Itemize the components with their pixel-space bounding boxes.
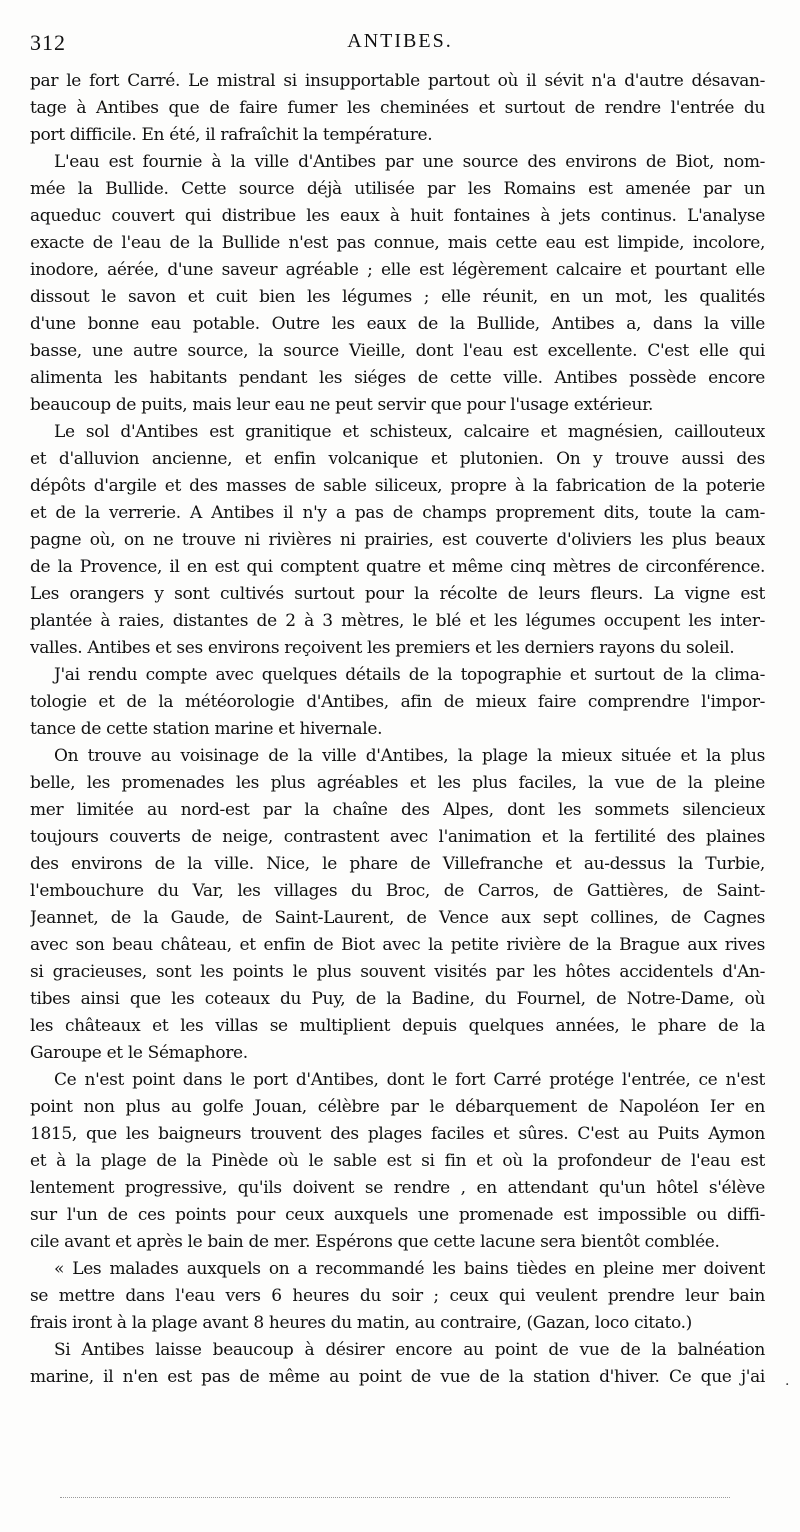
text-line: mer limitée au nord-est par la chaîne des Alpes, dont les sommets silencieux (30, 800, 765, 820)
text-line: exacte de l'eau de la Bullide n'est pas connue, mais cette eau est limpide, incolore, (30, 233, 765, 253)
text-line: d'une bonne eau potable. Outre les eaux de la Bullide, Antibes a, dans la ville (30, 314, 765, 334)
text-line: 1815, que les baigneurs trouvent des plages faciles et sûres. C'est au Puits Aymon (30, 1124, 765, 1144)
text-line: port difficile. En été, il rafraîchit la température. (30, 125, 433, 145)
text-line: et d'alluvion ancienne, et enfin volcanique et plutonien. On y trouve aussi des (30, 449, 765, 469)
text-line: aqueduc couvert qui distribue les eaux à huit fontaines à jets continus. L'analyse (30, 206, 765, 226)
paragraph (30, 68, 765, 149)
text-line: dissout le savon et cuit bien les légumes ; elle réunit, en un mot, les qualités (30, 287, 765, 307)
text-line: Ce n'est point dans le port d'Antibes, dont le fort Carré protége l'entrée, ce n'est (54, 1070, 765, 1090)
text-line: Si Antibes laisse beaucoup à désirer encore au point de vue de la balnéation (54, 1340, 765, 1360)
text-line: de la Provence, il en est qui comptent quatre et même cinq mètres de circonférence. (30, 557, 765, 577)
paragraph (30, 662, 765, 743)
text-line: On trouve au voisinage de la ville d'Antibes, la plage la mieux située et la plus (54, 746, 765, 766)
paragraph (30, 1337, 765, 1391)
text-line: valles. Antibes et ses environs reçoivent les premiers et les derniers rayons du soleil. (30, 638, 735, 658)
text-line: et de la verrerie. A Antibes il n'y a pas de champs proprement dits, toute la cam- (30, 503, 765, 523)
paragraph (30, 1256, 765, 1337)
text-line: inodore, aérée, d'une saveur agréable ; elle est légèrement calcaire et pourtant elle (30, 260, 765, 280)
text-line: alimenta les habitants pendant les siéges de cette ville. Antibes possède encore (30, 368, 765, 388)
text-line: tage à Antibes que de faire fumer les cheminées et surtout de rendre l'entrée du (30, 98, 765, 118)
footer-rule (60, 1497, 730, 1498)
text-line: mée la Bullide. Cette source déjà utilisée par les Romains est amenée par un (30, 179, 765, 199)
text-line: tologie et de la météorologie d'Antibes, afin de mieux faire comprendre l'impor- (30, 692, 765, 712)
text-line: l'embouchure du Var, les villages du Broc, de Carros, de Gattières, de Saint- (30, 881, 765, 901)
text-line: basse, une autre source, la source Vieille, dont l'eau est excellente. C'est elle qui (30, 341, 765, 361)
paragraph (30, 743, 765, 1067)
text-line: L'eau est fournie à la ville d'Antibes par une source des environs de Biot, nom- (54, 152, 765, 172)
text-line: les châteaux et les villas se multiplient depuis quelques années, le phare de la (30, 1016, 765, 1036)
text-line: dépôts d'argile et des masses de sable siliceux, propre à la fabrication de la poterie (30, 476, 765, 496)
text-line: sur l'un de ces points pour ceux auxquels une promenade est impossible ou diffi- (30, 1205, 765, 1225)
paragraph (30, 419, 765, 662)
text-line: J'ai rendu compte avec quelques détails de la topographie et surtout de la clima- (54, 665, 765, 685)
text-line: beaucoup de puits, mais leur eau ne peut servir que pour l'usage extérieur. (30, 395, 654, 415)
text-line: « Les malades auxquels on a recommandé les bains tièdes en pleine mer doivent (54, 1259, 765, 1279)
text-line: Jeannet, de la Gaude, de Saint-Laurent, de Vence aux sept collines, de Cagnes (30, 908, 765, 928)
paragraph (30, 1067, 765, 1256)
margin-mark: · (785, 1377, 790, 1393)
running-title: ANTIBES. (347, 30, 453, 52)
text-line: par le fort Carré. Le mistral si insupportable partout où il sévit n'a d'autre désavan- (30, 71, 765, 91)
text-line: frais iront à la plage avant 8 heures du matin, au contraire, (Gazan, loco citato.) (30, 1313, 692, 1333)
text-line: Garoupe et le Sémaphore. (30, 1043, 248, 1063)
text-line: si gracieuses, sont les points le plus souvent visités par les hôtes accidentels d'An- (30, 962, 765, 982)
text-line: Les orangers y sont cultivés surtout pour la récolte de leurs fleurs. La vigne est (30, 584, 765, 604)
text-line: cile avant et après le bain de mer. Espérons que cette lacune sera bientôt comblée. (30, 1232, 720, 1252)
text-line: pagne où, on ne trouve ni rivières ni prairies, est couverte d'oliviers les plus beaux (30, 530, 765, 550)
text-line: et à la plage de la Pinède où le sable est si fin et où la profondeur de l'eau est (30, 1151, 765, 1171)
paragraph (30, 149, 765, 419)
body-text (30, 68, 765, 1391)
text-line: avec son beau château, et enfin de Biot avec la petite rivière de la Brague aux rives (30, 935, 765, 955)
text-line: lentement progressive, qu'ils doivent se rendre , en attendant qu'un hôtel s'élève (30, 1178, 765, 1198)
text-line: plantée à raies, distantes de 2 à 3 mètres, le blé et les légumes occupent les inter- (30, 611, 765, 631)
text-line: toujours couverts de neige, contrastent avec l'animation et la fertilité des plaines (30, 827, 765, 847)
page-header (30, 30, 770, 60)
text-line: tibes ainsi que les coteaux du Puy, de la Badine, du Fournel, de Notre-Dame, où (30, 989, 765, 1009)
page-number: 312 (30, 30, 66, 55)
text-line: se mettre dans l'eau vers 6 heures du soir ; ceux qui veulent prendre leur bain (30, 1286, 765, 1306)
text-line: des environs de la ville. Nice, le phare de Villefranche et au-dessus la Turbie, (30, 854, 765, 874)
text-line: marine, il n'en est pas de même au point de vue de la station d'hiver. Ce que j'ai (30, 1367, 765, 1387)
text-line: point non plus au golfe Jouan, célèbre par le débarquement de Napoléon Ier en (30, 1097, 765, 1117)
text-line: tance de cette station marine et hivernale. (30, 719, 383, 739)
text-line: Le sol d'Antibes est granitique et schisteux, calcaire et magnésien, caillouteux (54, 422, 765, 442)
text-line: belle, les promenades les plus agréables et les plus faciles, la vue de la pleine (30, 773, 765, 793)
